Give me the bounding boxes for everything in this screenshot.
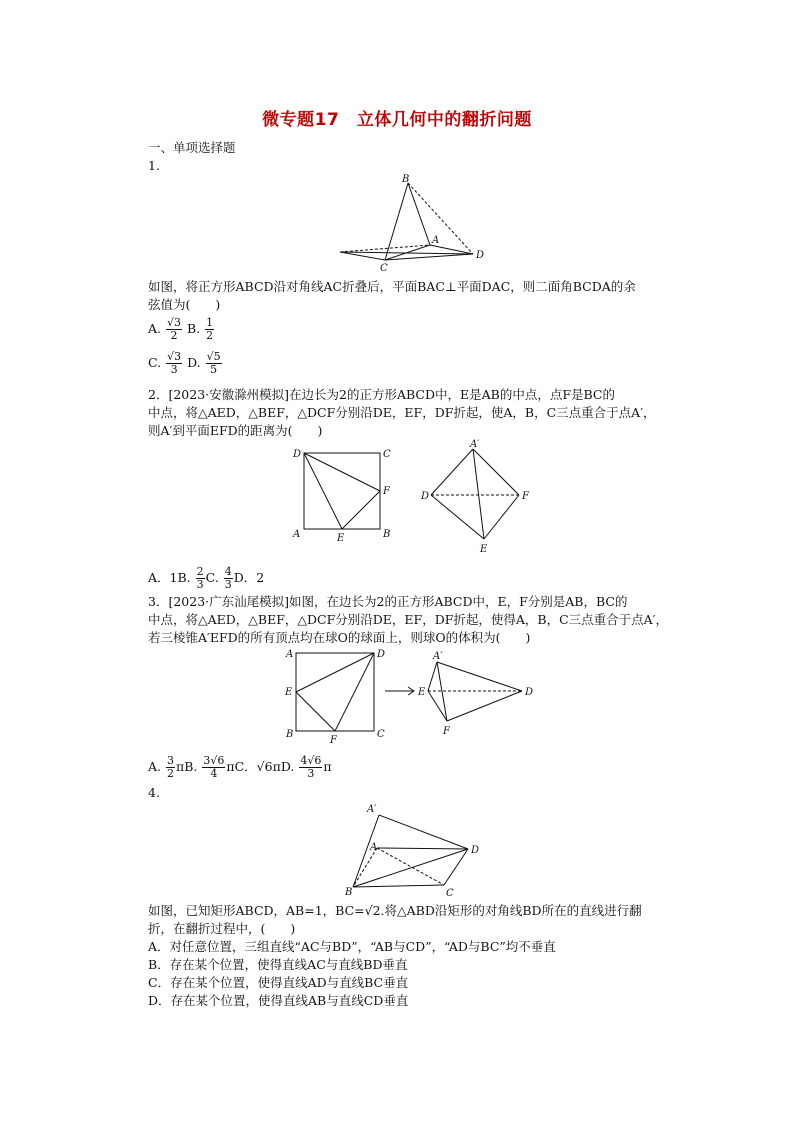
section-heading: 一、单项选择题 (148, 140, 236, 155)
q1-label-a: A (432, 235, 440, 246)
q3-arrow-icon (383, 685, 419, 697)
q2-option-b-label: B. (177, 570, 191, 585)
q3-f1-label-a: A (286, 649, 294, 660)
q3-option-a-label: A. (148, 759, 162, 774)
q4-text-line2: 折，在翻折过程中，( ) (148, 921, 296, 936)
q3-f2-label-a-prime: A′ (433, 651, 443, 662)
page-title: 微专题17 立体几何中的翻折问题 (262, 110, 532, 130)
q2-f2-label-f: F (522, 491, 529, 502)
q1-label-d: D (476, 250, 485, 261)
q3-text-line2: 中点，将△AED，△BEF，△DCF分别沿DE，EF，DF折起，使得A，B，C三点重合于点A′， (148, 612, 669, 627)
q4-text-line1: 如图，已知矩形ABCD，AB=1，BC=√2.将△ABD沿矩形的对角线BD所在的直线进行翻 (148, 903, 642, 918)
q4-label-b: B (345, 887, 353, 898)
q1-label-c: C (380, 263, 388, 274)
q1-option-d-label: D. (187, 355, 201, 370)
q2-f1-label-c: C (383, 449, 391, 460)
q2-f2-label-e: E (480, 544, 488, 555)
q3-option-b-fraction: $\frac{3√6}{4}$ (203, 754, 225, 780)
q1-option-a-fraction: $\frac{√3}{2}$ (167, 316, 182, 342)
q3-option-d-fraction: $\frac{4√6}{3}$ (300, 754, 322, 780)
q2-text-line2: 中点，将△AED，△BEF，△DCF分别沿DE，EF，DF折起，使A，B，C三点重合于点A′， (148, 405, 656, 420)
q3-figure-tetrahedron (415, 648, 540, 738)
q2-figure-tetrahedron (418, 438, 533, 558)
q2-option-d: D．2 (233, 570, 265, 585)
q1-text-line2: 弦值为( ) (148, 297, 221, 312)
q4-option-b: B．存在某个位置，使得直线AC与直线BD垂直 (148, 957, 408, 972)
q3-option-a-fraction: $\frac{3}{2}$ (167, 754, 174, 780)
q2-option-c-fraction: $\frac{4}{3}$ (224, 565, 232, 591)
q3-f1-label-e: E (285, 687, 293, 698)
q2-figure-square (288, 443, 398, 543)
q3-option-d-label: D. (280, 759, 295, 774)
q2-option-b-fraction: $\frac{2}{3}$ (196, 565, 204, 591)
q4-number: 4. (148, 785, 160, 800)
q1-option-a-label: A. (148, 321, 162, 336)
q1-option-c-fraction: $\frac{√3}{3}$ (167, 350, 182, 376)
q3-text-line1: 3．[2023·广东汕尾模拟]如图，在边长为2的正方形ABCD中，E，F分别是AB，BC的 (148, 594, 628, 609)
q2-option-c-label: C. (205, 570, 219, 585)
q2-f2-label-a-prime: A′ (470, 439, 480, 450)
q3-options: A. $\frac{3}{2}$ πB. $\frac{3√6}{4}$ πC．√6πD. $\frac{4√6}{3}$ π (148, 754, 332, 780)
q2-f1-label-a: A (293, 529, 301, 540)
q4-option-c: C．存在某个位置，使得直线AD与直线BC垂直 (148, 975, 409, 990)
q1-label-b: B (402, 174, 410, 185)
q4-option-d: D．存在某个位置，使得直线AB与直线CD垂直 (148, 993, 409, 1008)
q3-f1-label-b: B (286, 729, 294, 740)
q2-option-a: A．1 (148, 570, 178, 585)
q1-number: 1. (148, 158, 160, 173)
q3-f1-label-f: F (330, 735, 337, 745)
q2-options (148, 566, 264, 591)
q2-f1-label-b: B (383, 529, 391, 540)
q3-option-b-label: B. (184, 759, 198, 774)
q1-options-ab (148, 317, 215, 342)
q4-label-a: A (370, 842, 378, 853)
q3-f2-label-e: E (418, 687, 426, 698)
q4-label-d: D (471, 845, 480, 856)
q2-f2-label-d: D (421, 491, 430, 502)
q1-options-cd (148, 351, 223, 376)
q4-label-a-prime: A′ (367, 804, 377, 815)
q2-f1-label-d: D (293, 449, 302, 460)
q2-f1-label-f: F (383, 486, 390, 497)
q3-f2-label-f: F (443, 726, 450, 737)
q1-text-line1: 如图，将正方形ABCD沿对角线AC折叠后，平面BAC⊥平面DAC，则二面角BCDA的余 (148, 279, 636, 294)
q3-text-line3: 若三棱锥A′EFD的所有顶点均在球O的球面上，则球O的体积为( ) (148, 630, 531, 645)
q1-figure-folded-square (330, 172, 510, 277)
q3-f1-label-c: C (377, 729, 385, 740)
q1-option-c-label: C. (148, 355, 162, 370)
q4-label-c: C (446, 888, 454, 899)
q4-option-a: A．对任意位置，三组直线“AC与BD”，“AB与CD”，“AD与BC”均不垂直 (148, 939, 556, 954)
q3-f1-label-d: D (377, 649, 386, 660)
q1-option-b-fraction: $\frac{1}{2}$ (206, 316, 214, 342)
q2-text-line3: 则A′到平面EFD的距离为( ) (148, 423, 323, 438)
q1-option-d-fraction: $\frac{√5}{5}$ (206, 350, 221, 376)
q1-option-b-label: B. (187, 321, 201, 336)
q2-f1-label-e: E (337, 533, 345, 543)
q4-figure-folded-rectangle (340, 798, 490, 900)
q2-text-line1: 2．[2023·安徽滁州模拟]在边长为2的正方形ABCD中，E是AB的中点，点F是BC的 (148, 387, 615, 402)
q3-option-c: C．√6π (234, 759, 281, 774)
q3-f2-label-d: D (525, 687, 534, 698)
q3-figure-square (280, 645, 395, 745)
